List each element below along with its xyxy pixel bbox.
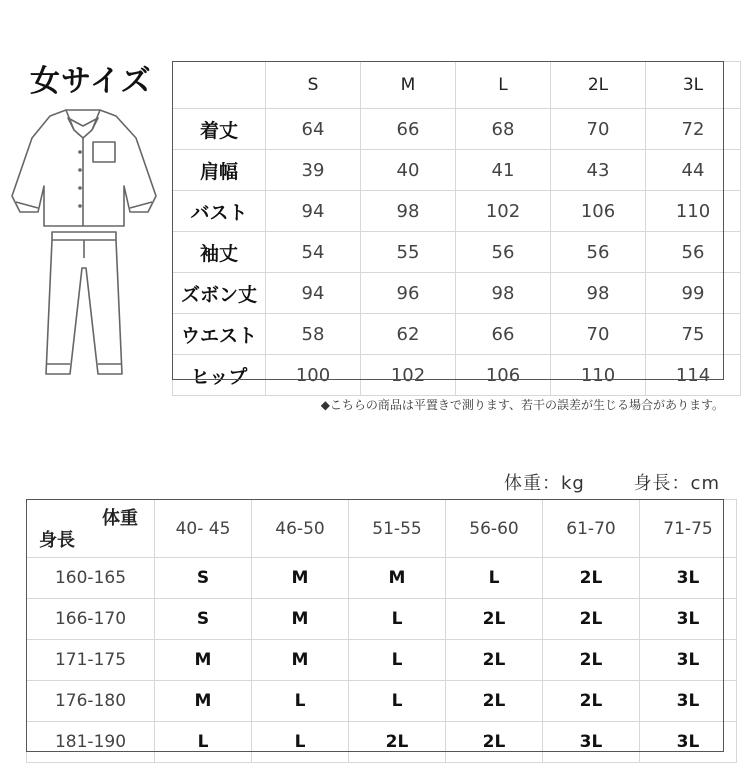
size-header: 2L [551,62,646,109]
page-title: 女サイズ [30,64,152,99]
pajama-illustration [8,108,160,383]
size-cell: L [252,681,349,722]
size-cell: M [252,599,349,640]
measure-label: ヒップ [173,355,266,396]
size-header: M [361,62,456,109]
table-row [173,109,741,150]
measurement-note: ◆こちらの商品は平置きで測ります、若干の誤差が生じる場合があります。 [320,398,724,412]
table-row [173,355,741,396]
size-header: L [456,62,551,109]
measure-value: 68 [456,109,551,150]
table-row [27,640,737,681]
measure-value: 110 [646,191,741,232]
measure-value: 39 [266,150,361,191]
measure-value: 44 [646,150,741,191]
size-cell: L [349,681,446,722]
weight-header: 61-70 [543,500,640,558]
measure-value: 66 [456,314,551,355]
measure-value: 98 [361,191,456,232]
size-cell: 3L [543,722,640,763]
size-header-row [173,62,741,109]
corner-weight-label: 体重 [102,508,138,529]
size-cell: S [155,599,252,640]
size-corner-cell [173,62,266,109]
weight-header: 71-75 [640,500,737,558]
size-header: 3L [646,62,741,109]
measure-label: 肩幅 [173,150,266,191]
measure-value: 72 [646,109,741,150]
size-table [172,61,741,396]
corner-height-label: 身長 [39,530,75,551]
measure-value: 70 [551,109,646,150]
measure-value: 94 [266,191,361,232]
size-cell: 3L [640,681,737,722]
units-legend [504,469,720,495]
measure-value: 62 [361,314,456,355]
size-cell: S [155,558,252,599]
measure-value: 106 [551,191,646,232]
table-row [27,558,737,599]
size-cell: L [349,640,446,681]
table-row [173,191,741,232]
measure-label: 袖丈 [173,232,266,273]
table-row [27,599,737,640]
size-cell: M [252,558,349,599]
measure-value: 106 [456,355,551,396]
size-cell: 2L [543,558,640,599]
size-cell: 3L [640,599,737,640]
measure-value: 66 [361,109,456,150]
size-cell: 2L [446,640,543,681]
table-row [173,273,741,314]
height-range: 181-190 [27,722,155,763]
measure-value: 102 [361,355,456,396]
measure-value: 56 [456,232,551,273]
measure-label: バスト [173,191,266,232]
table-row [173,232,741,273]
measure-value: 70 [551,314,646,355]
measure-value: 56 [646,232,741,273]
measure-value: 55 [361,232,456,273]
height-unit-label: 身長：cm [633,473,720,494]
size-cell: 2L [543,681,640,722]
size-cell: L [349,599,446,640]
table-row [173,150,741,191]
size-cell: 2L [543,599,640,640]
corner-cell [27,500,155,558]
size-cell: M [349,558,446,599]
weight-header: 40- 45 [155,500,252,558]
measure-value: 100 [266,355,361,396]
measure-value: 94 [266,273,361,314]
measure-label: 着丈 [173,109,266,150]
measure-value: 41 [456,150,551,191]
measure-value: 114 [646,355,741,396]
measure-value: 98 [456,273,551,314]
size-cell: 3L [640,640,737,681]
size-cell: 2L [446,722,543,763]
weight-header: 46-50 [252,500,349,558]
table-row [27,681,737,722]
size-cell: M [252,640,349,681]
measure-value: 64 [266,109,361,150]
height-range: 160-165 [27,558,155,599]
size-cell: L [155,722,252,763]
size-cell: 2L [349,722,446,763]
measure-label: ズボン丈 [173,273,266,314]
size-cell: M [155,681,252,722]
measure-value: 56 [551,232,646,273]
measure-value: 96 [361,273,456,314]
size-cell: 2L [446,681,543,722]
height-range: 176-180 [27,681,155,722]
height-range: 166-170 [27,599,155,640]
size-cell: 3L [640,558,737,599]
measure-label: ウエスト [173,314,266,355]
weight-unit-label: 体重：kg [503,473,585,494]
measure-value: 110 [551,355,646,396]
fit-header-row [27,500,737,558]
size-cell: 2L [543,640,640,681]
size-cell: 3L [640,722,737,763]
measure-value: 99 [646,273,741,314]
size-cell: 2L [446,599,543,640]
weight-header: 56-60 [446,500,543,558]
measure-value: 54 [266,232,361,273]
size-cell: L [446,558,543,599]
measure-value: 40 [361,150,456,191]
fit-table [26,499,737,763]
measure-value: 58 [266,314,361,355]
measure-value: 43 [551,150,646,191]
table-row [27,722,737,763]
size-cell: L [252,722,349,763]
size-cell: M [155,640,252,681]
measure-value: 75 [646,314,741,355]
table-row [173,314,741,355]
size-header: S [266,62,361,109]
height-range: 171-175 [27,640,155,681]
measure-value: 102 [456,191,551,232]
weight-header: 51-55 [349,500,446,558]
measure-value: 98 [551,273,646,314]
